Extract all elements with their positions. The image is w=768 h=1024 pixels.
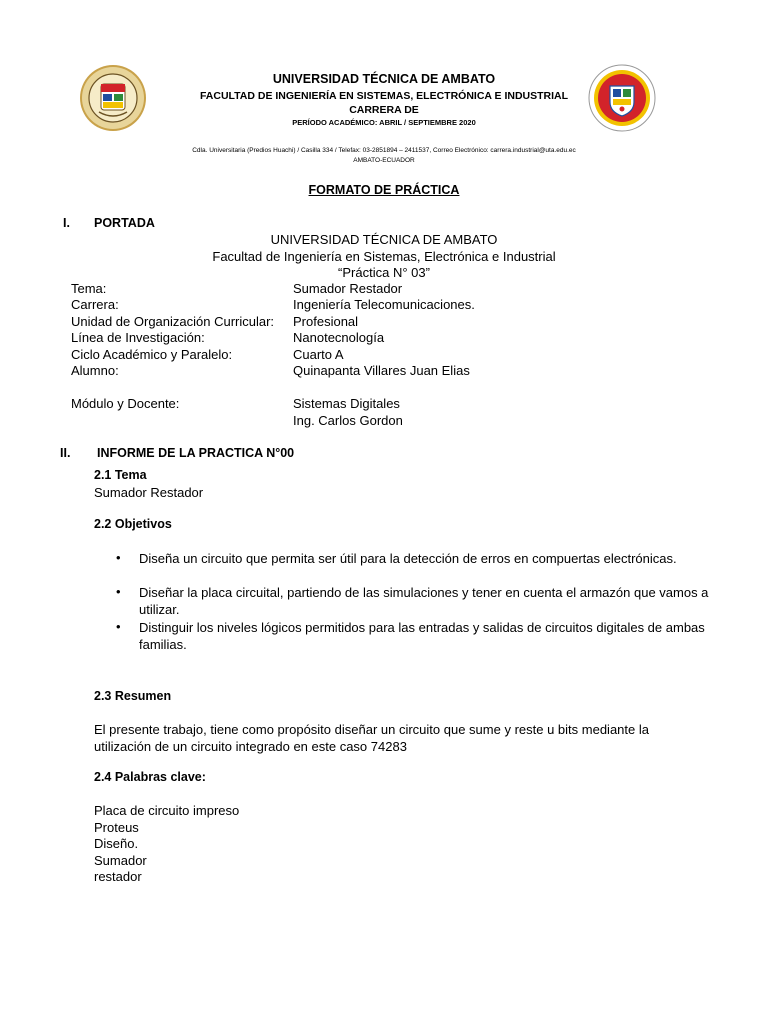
objective-item: Diseñar la placa circuital, partiendo de las simulaciones y tener en cuenta el armazón que vamos a utilizar.: [139, 585, 709, 617]
objective-item: Distinguir los niveles lógicos permitidos para las entradas y salidas de circuitos digitales de ambas familias.: [139, 620, 705, 652]
subsection-heading-objetivos: 2.2 Objetivos: [94, 517, 172, 531]
cover-value: Cuarto A: [293, 347, 344, 362]
objective-item: Diseña un circuito que permita ser útil para la detección de erros en compuertas electrónicas.: [139, 551, 677, 566]
contact-line: Cdla. Universitaria (Predios Huachi) / Casilla 334 / Telefax: 03-2851894 – 2411537, Correo Electrónico: carrera.industrial@uta.edu.ec: [192, 147, 576, 154]
keyword-item: Sumador: [94, 853, 147, 868]
city-line: AMBATO-ECUADOR: [353, 157, 415, 164]
cover-value-module: Sistemas Digitales: [293, 396, 400, 411]
cover-label: Tema:: [71, 281, 107, 296]
cover-label: Unidad de Organización Curricular:: [71, 314, 275, 329]
cover-value-teacher: Ing. Carlos Gordon: [293, 413, 403, 428]
section-title-portada: PORTADA: [94, 216, 155, 230]
section-number: I.: [63, 216, 70, 230]
document-title: FORMATO DE PRÁCTICA: [308, 183, 460, 197]
university-title: UNIVERSIDAD TÉCNICA DE AMBATO: [272, 72, 496, 86]
bullet-icon: •: [116, 550, 121, 565]
tema-text: Sumador Restador: [94, 485, 204, 500]
section-title-informe: INFORME DE LA PRACTICA N°00: [97, 446, 295, 460]
cover-label-module: Módulo y Docente:: [71, 396, 180, 411]
cover-label: Carrera:: [71, 297, 119, 312]
cover-value: Quinapanta Villares Juan Elias: [293, 363, 470, 378]
subsection-heading-palabras: 2.4 Palabras clave:: [94, 770, 206, 784]
keyword-item: Proteus: [94, 820, 139, 835]
resumen-text: El presente trabajo, tiene como propósito diseñar un circuito que sume y reste u bits mediante la utilización de un circuito integrado en este caso 74283: [94, 722, 649, 754]
cover-faculty: Facultad de Ingeniería en Sistemas, Electrónica e Industrial: [212, 249, 556, 264]
cover-value: Ingeniería Telecomunicaciones.: [293, 297, 475, 312]
keyword-item: Diseño.: [94, 836, 139, 851]
keyword-item: Placa de circuito impreso: [94, 803, 240, 818]
cover-university: UNIVERSIDAD TÉCNICA DE AMBATO: [270, 232, 498, 247]
cover-value: Nanotecnología: [293, 330, 385, 345]
cover-value: Profesional: [293, 314, 359, 329]
faculty-title: FACULTAD DE INGENIERÍA EN SISTEMAS, ELECTRÓNICA E INDUSTRIAL: [199, 90, 569, 102]
subsection-heading-tema: 2.1 Tema: [94, 468, 147, 482]
cover-value: Sumador Restador: [293, 281, 403, 296]
section-number: II.: [60, 446, 71, 460]
cover-label: Ciclo Académico y Paralelo:: [71, 347, 233, 362]
career-title: CARRERA DE: [349, 104, 419, 116]
cover-practice-number: “Práctica N° 03”: [338, 265, 430, 280]
bullet-icon: •: [116, 584, 121, 599]
bullet-icon: •: [116, 619, 121, 634]
subsection-heading-resumen: 2.3 Resumen: [94, 689, 172, 703]
cover-label: Línea de Investigación:: [71, 330, 205, 345]
cover-label: Alumno:: [71, 363, 119, 378]
keyword-item: restador: [94, 869, 142, 884]
academic-period: PERÍODO ACADÉMICO: ABRIL / SEPTIEMBRE 2020: [292, 118, 476, 127]
